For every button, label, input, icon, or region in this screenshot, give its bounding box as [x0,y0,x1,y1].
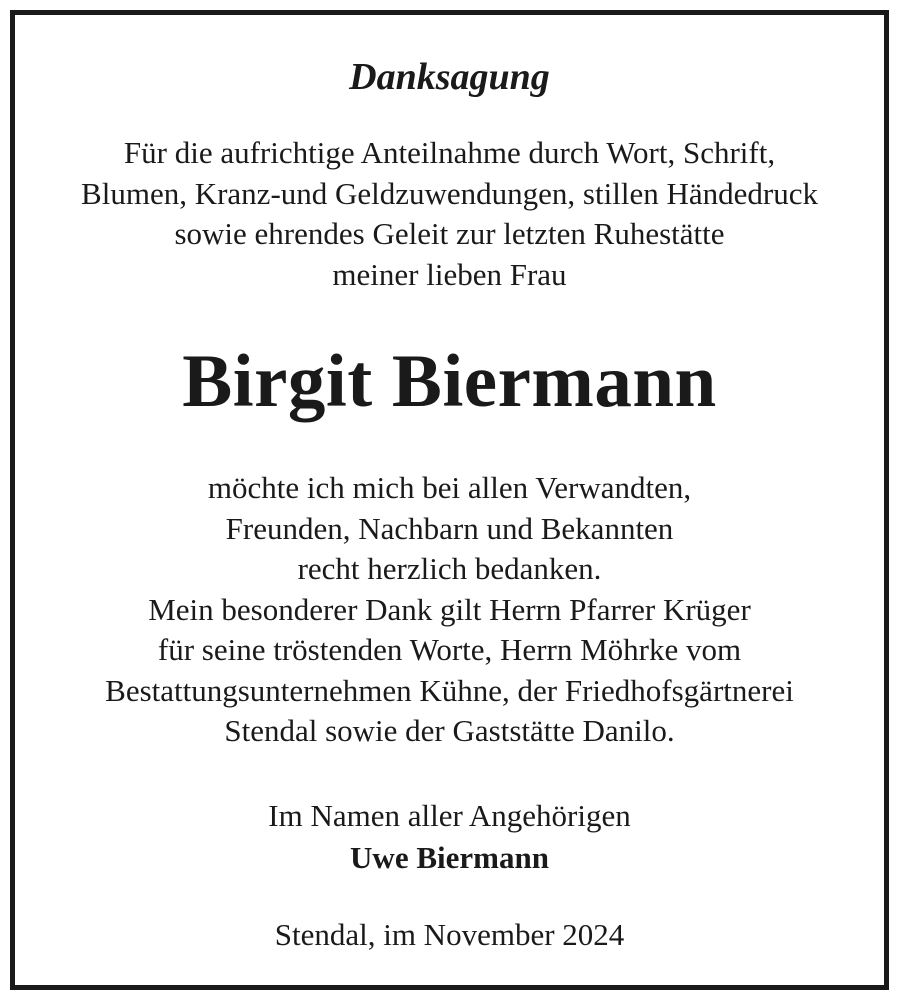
signature-intro: Im Namen aller Angehörigen [268,798,631,833]
deceased-name: Birgit Biermann [182,340,717,423]
thanks-line: Mein besonderer Dank gilt Herrn Pfarrer Krüger [148,591,751,627]
intro-line: Blumen, Kranz-und Geldzuwendungen, stillen Händedruck [81,175,818,211]
signature-name: Uwe Biermann [350,840,549,875]
thanks-line: für seine tröstenden Worte, Herrn Möhrke vom [157,632,742,667]
intro-line: sowie ehrendes Geleit zur letzten Ruhestätte [174,216,725,251]
thanks-line: möchte ich mich bei allen Verwandten, [207,470,692,505]
notice-card [10,10,889,990]
thanks-line: Bestattungsunternehmen Kühne, der Friedhofsgärtnerei [105,672,794,708]
intro-line: meiner lieben Frau [332,256,567,292]
intro-line: Für die aufrichtige Anteilnahme durch Wort, Schrift, [123,135,776,170]
notice-heading: Danksagung [349,56,550,98]
thanks-line: Stendal sowie der Gaststätte Danilo. [224,713,675,748]
place-date: Stendal, im November 2024 [274,917,625,952]
thanks-line: Freunden, Nachbarn und Bekannten [225,510,674,546]
thanks-paragraph [15,468,884,752]
intro-paragraph [15,133,884,295]
thanks-line: recht herzlich bedanken. [297,551,602,586]
